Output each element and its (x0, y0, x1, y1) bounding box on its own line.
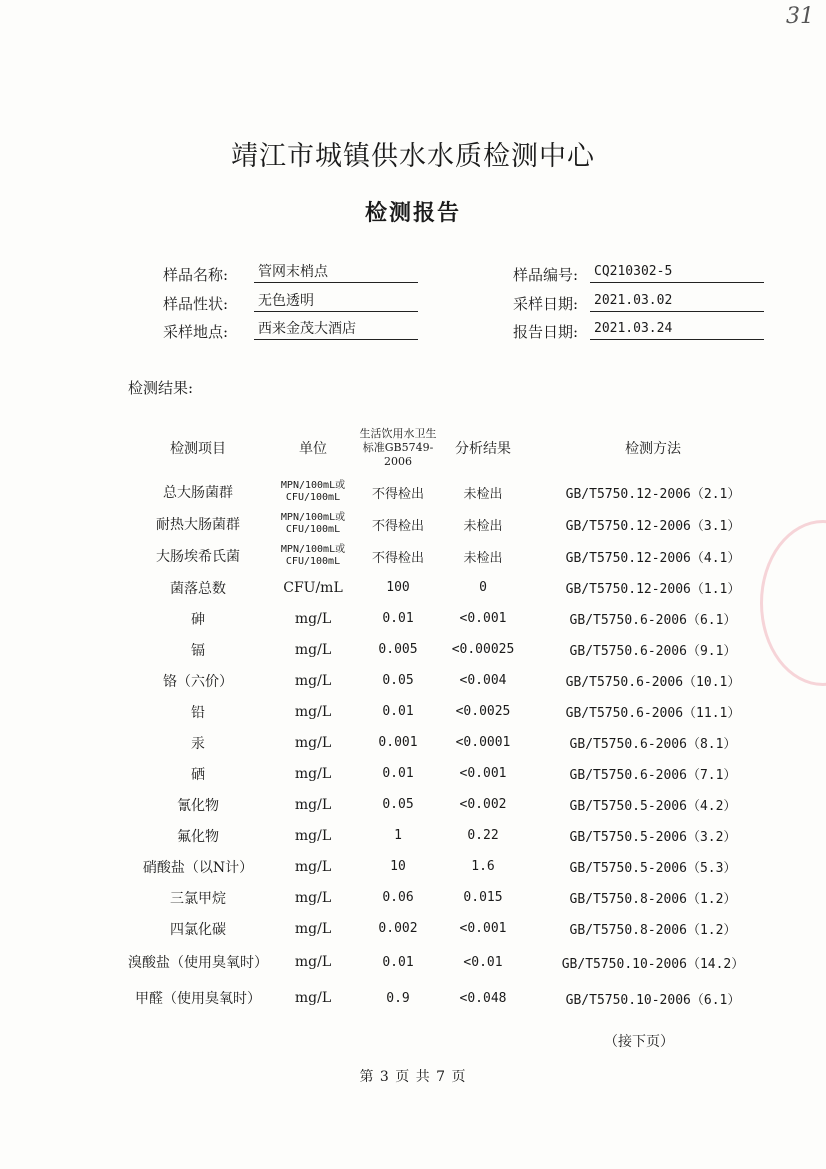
table-row (128, 540, 778, 572)
cell-item: 耐热大肠菌群 (156, 517, 240, 533)
cell-method: GB/T5750.6-2006（9.1） (569, 644, 737, 659)
cell-result: 未检出 (463, 518, 503, 534)
cell-unit: mg/L (294, 954, 332, 970)
table-row (128, 727, 778, 758)
cell-standard: 0.01 (382, 766, 414, 781)
header-method: 检测方法 (625, 441, 681, 457)
results-table (128, 420, 778, 1016)
cell-item: 砷 (191, 611, 205, 628)
cell-standard: 不得检出 (371, 518, 424, 534)
cell-standard: 0.9 (386, 990, 410, 1006)
cell-standard: 0.05 (382, 673, 414, 688)
table-row (128, 665, 778, 696)
cell-standard: 不得检出 (371, 486, 424, 502)
sample-prop-value: 无色透明 (254, 291, 418, 312)
cell-item: 硒 (191, 766, 205, 783)
cell-method: GB/T5750.5-2006（3.2） (569, 830, 737, 845)
cell-item: 铬（六价） (163, 673, 233, 690)
cell-result: <0.0025 (455, 704, 511, 719)
cell-item: 溴酸盐（使用臭氧时） (128, 955, 268, 971)
cell-method: GB/T5750.12-2006（3.1） (565, 518, 741, 534)
cell-result: <0.00025 (451, 642, 515, 657)
cell-item: 氟化物 (177, 828, 219, 845)
cell-method: GB/T5750.6-2006（10.1） (565, 675, 741, 690)
cell-method: GB/T5750.12-2006（1.1） (565, 582, 741, 597)
cell-unit: CFU/mL (283, 579, 343, 596)
cell-item: 汞 (191, 735, 205, 752)
page-footer: 第 3 页 共 7 页 (359, 1069, 467, 1085)
cell-method: GB/T5750.10-2006（14.2） (561, 956, 745, 972)
cell-method: GB/T5750.5-2006（4.2） (569, 799, 737, 814)
cell-standard: 不得检出 (371, 550, 424, 566)
cell-standard: 1 (394, 828, 402, 843)
report-date-label: 报告日期: (512, 323, 578, 341)
cell-result: <0.0001 (455, 735, 511, 750)
table-row (128, 758, 778, 789)
cell-standard: 0.005 (378, 642, 418, 657)
table-row (128, 789, 778, 820)
cell-standard: 0.002 (378, 921, 418, 936)
cell-item: 三氯甲烷 (170, 890, 226, 907)
cell-standard: 0.05 (382, 797, 414, 812)
sample-name-value: 管网末梢点 (254, 262, 418, 283)
cell-item: 菌落总数 (170, 580, 226, 597)
cell-result: 1.6 (471, 859, 495, 874)
cell-standard: 0.001 (378, 735, 418, 750)
sample-name-label: 样品名称: (162, 266, 228, 284)
sampling-date-value: 2021.03.02 (590, 291, 764, 312)
table-body (128, 476, 778, 1016)
report-title: 检测报告 (364, 200, 461, 226)
table-row (128, 634, 778, 665)
cell-item: 大肠埃希氏菌 (156, 549, 240, 565)
cell-result: <0.01 (463, 954, 503, 970)
header-result: 分析结果 (455, 441, 511, 457)
cell-result: <0.001 (459, 921, 507, 936)
table-row (128, 980, 778, 1016)
table-row (128, 603, 778, 634)
cell-standard: 0.01 (382, 954, 414, 970)
cell-method: GB/T5750.5-2006（5.3） (569, 861, 737, 876)
cell-result: 0.22 (467, 828, 499, 843)
table-row (128, 572, 778, 603)
cell-standard: 0.01 (382, 611, 414, 626)
table-row (128, 944, 778, 980)
cell-unit: MPN/100mL或CFU/100mL (280, 512, 346, 535)
cell-method: GB/T5750.6-2006（11.1） (565, 706, 741, 721)
table-row (128, 882, 778, 913)
cell-standard: 10 (390, 859, 406, 874)
cell-unit: mg/L (294, 610, 332, 627)
cell-method: GB/T5750.6-2006（8.1） (569, 737, 737, 752)
sample-no-label: 样品编号: (512, 266, 578, 284)
header-item: 检测项目 (170, 441, 226, 457)
cell-item: 甲醛（使用臭氧时） (135, 991, 261, 1007)
cell-item: 铅 (191, 704, 205, 721)
table-row (128, 851, 778, 882)
cell-unit: mg/L (294, 920, 332, 937)
cell-method: GB/T5750.8-2006（1.2） (569, 892, 737, 907)
cell-unit: mg/L (294, 858, 332, 875)
cell-method: GB/T5750.10-2006（6.1） (565, 992, 741, 1008)
cell-unit: MPN/100mL或CFU/100mL (280, 480, 346, 503)
cell-result: <0.001 (459, 766, 507, 781)
cell-unit: mg/L (294, 765, 332, 782)
org-title: 靖江市城镇供水水质检测中心 (231, 141, 595, 172)
cell-standard: 0.06 (382, 890, 414, 905)
cell-result: <0.048 (459, 990, 507, 1006)
cell-result: <0.002 (459, 797, 507, 812)
header-standard: 生活饮用水卫生标准GB5749-2006 (359, 427, 437, 468)
cell-method: GB/T5750.8-2006（1.2） (569, 923, 737, 938)
sample-no-value: CQ210302-5 (590, 262, 764, 283)
cell-unit: mg/L (294, 889, 332, 906)
table-header-row (128, 420, 778, 476)
cell-item: 四氯化碳 (170, 921, 226, 938)
cell-result: <0.001 (459, 611, 507, 626)
sampling-date-label: 采样日期: (512, 295, 578, 313)
cell-method: GB/T5750.6-2006（7.1） (569, 768, 737, 783)
report-date-value: 2021.03.24 (590, 319, 764, 340)
table-row (128, 476, 778, 508)
cell-standard: 100 (386, 580, 410, 595)
cell-result: 未检出 (463, 486, 503, 502)
cell-item: 镉 (191, 642, 205, 659)
cell-unit: mg/L (294, 796, 332, 813)
table-row (128, 820, 778, 851)
cell-method: GB/T5750.12-2006（4.1） (565, 550, 741, 566)
sampling-site-value: 西来金茂大酒店 (254, 319, 418, 340)
handwritten-page-mark: 31 (786, 4, 814, 29)
cell-standard: 0.01 (382, 704, 414, 719)
header-unit: 单位 (299, 441, 327, 457)
cell-unit: mg/L (294, 703, 332, 720)
cell-unit: mg/L (294, 641, 332, 658)
section-label: 检测结果: (128, 379, 194, 397)
cell-unit: mg/L (294, 734, 332, 751)
sampling-site-label: 采样地点: (162, 323, 228, 341)
cell-result: 0.015 (463, 890, 503, 905)
cell-method: GB/T5750.12-2006（2.1） (565, 486, 741, 502)
cell-unit: mg/L (294, 672, 332, 689)
cell-result: 未检出 (463, 550, 503, 566)
cell-unit: mg/L (294, 827, 332, 844)
table-row (128, 696, 778, 727)
cell-item: 硝酸盐（以N计） (142, 859, 254, 876)
table-row (128, 913, 778, 944)
sample-prop-label: 样品性状: (162, 295, 228, 313)
cell-unit: MPN/100mL或CFU/100mL (280, 544, 346, 567)
cell-item: 氰化物 (177, 797, 219, 814)
continue-note: （接下页） (604, 1034, 674, 1050)
cell-unit: mg/L (294, 990, 332, 1006)
cell-result: 0 (479, 580, 487, 595)
cell-result: <0.004 (459, 673, 507, 688)
table-row (128, 508, 778, 540)
cell-item: 总大肠菌群 (163, 485, 233, 501)
cell-method: GB/T5750.6-2006（6.1） (569, 613, 737, 628)
